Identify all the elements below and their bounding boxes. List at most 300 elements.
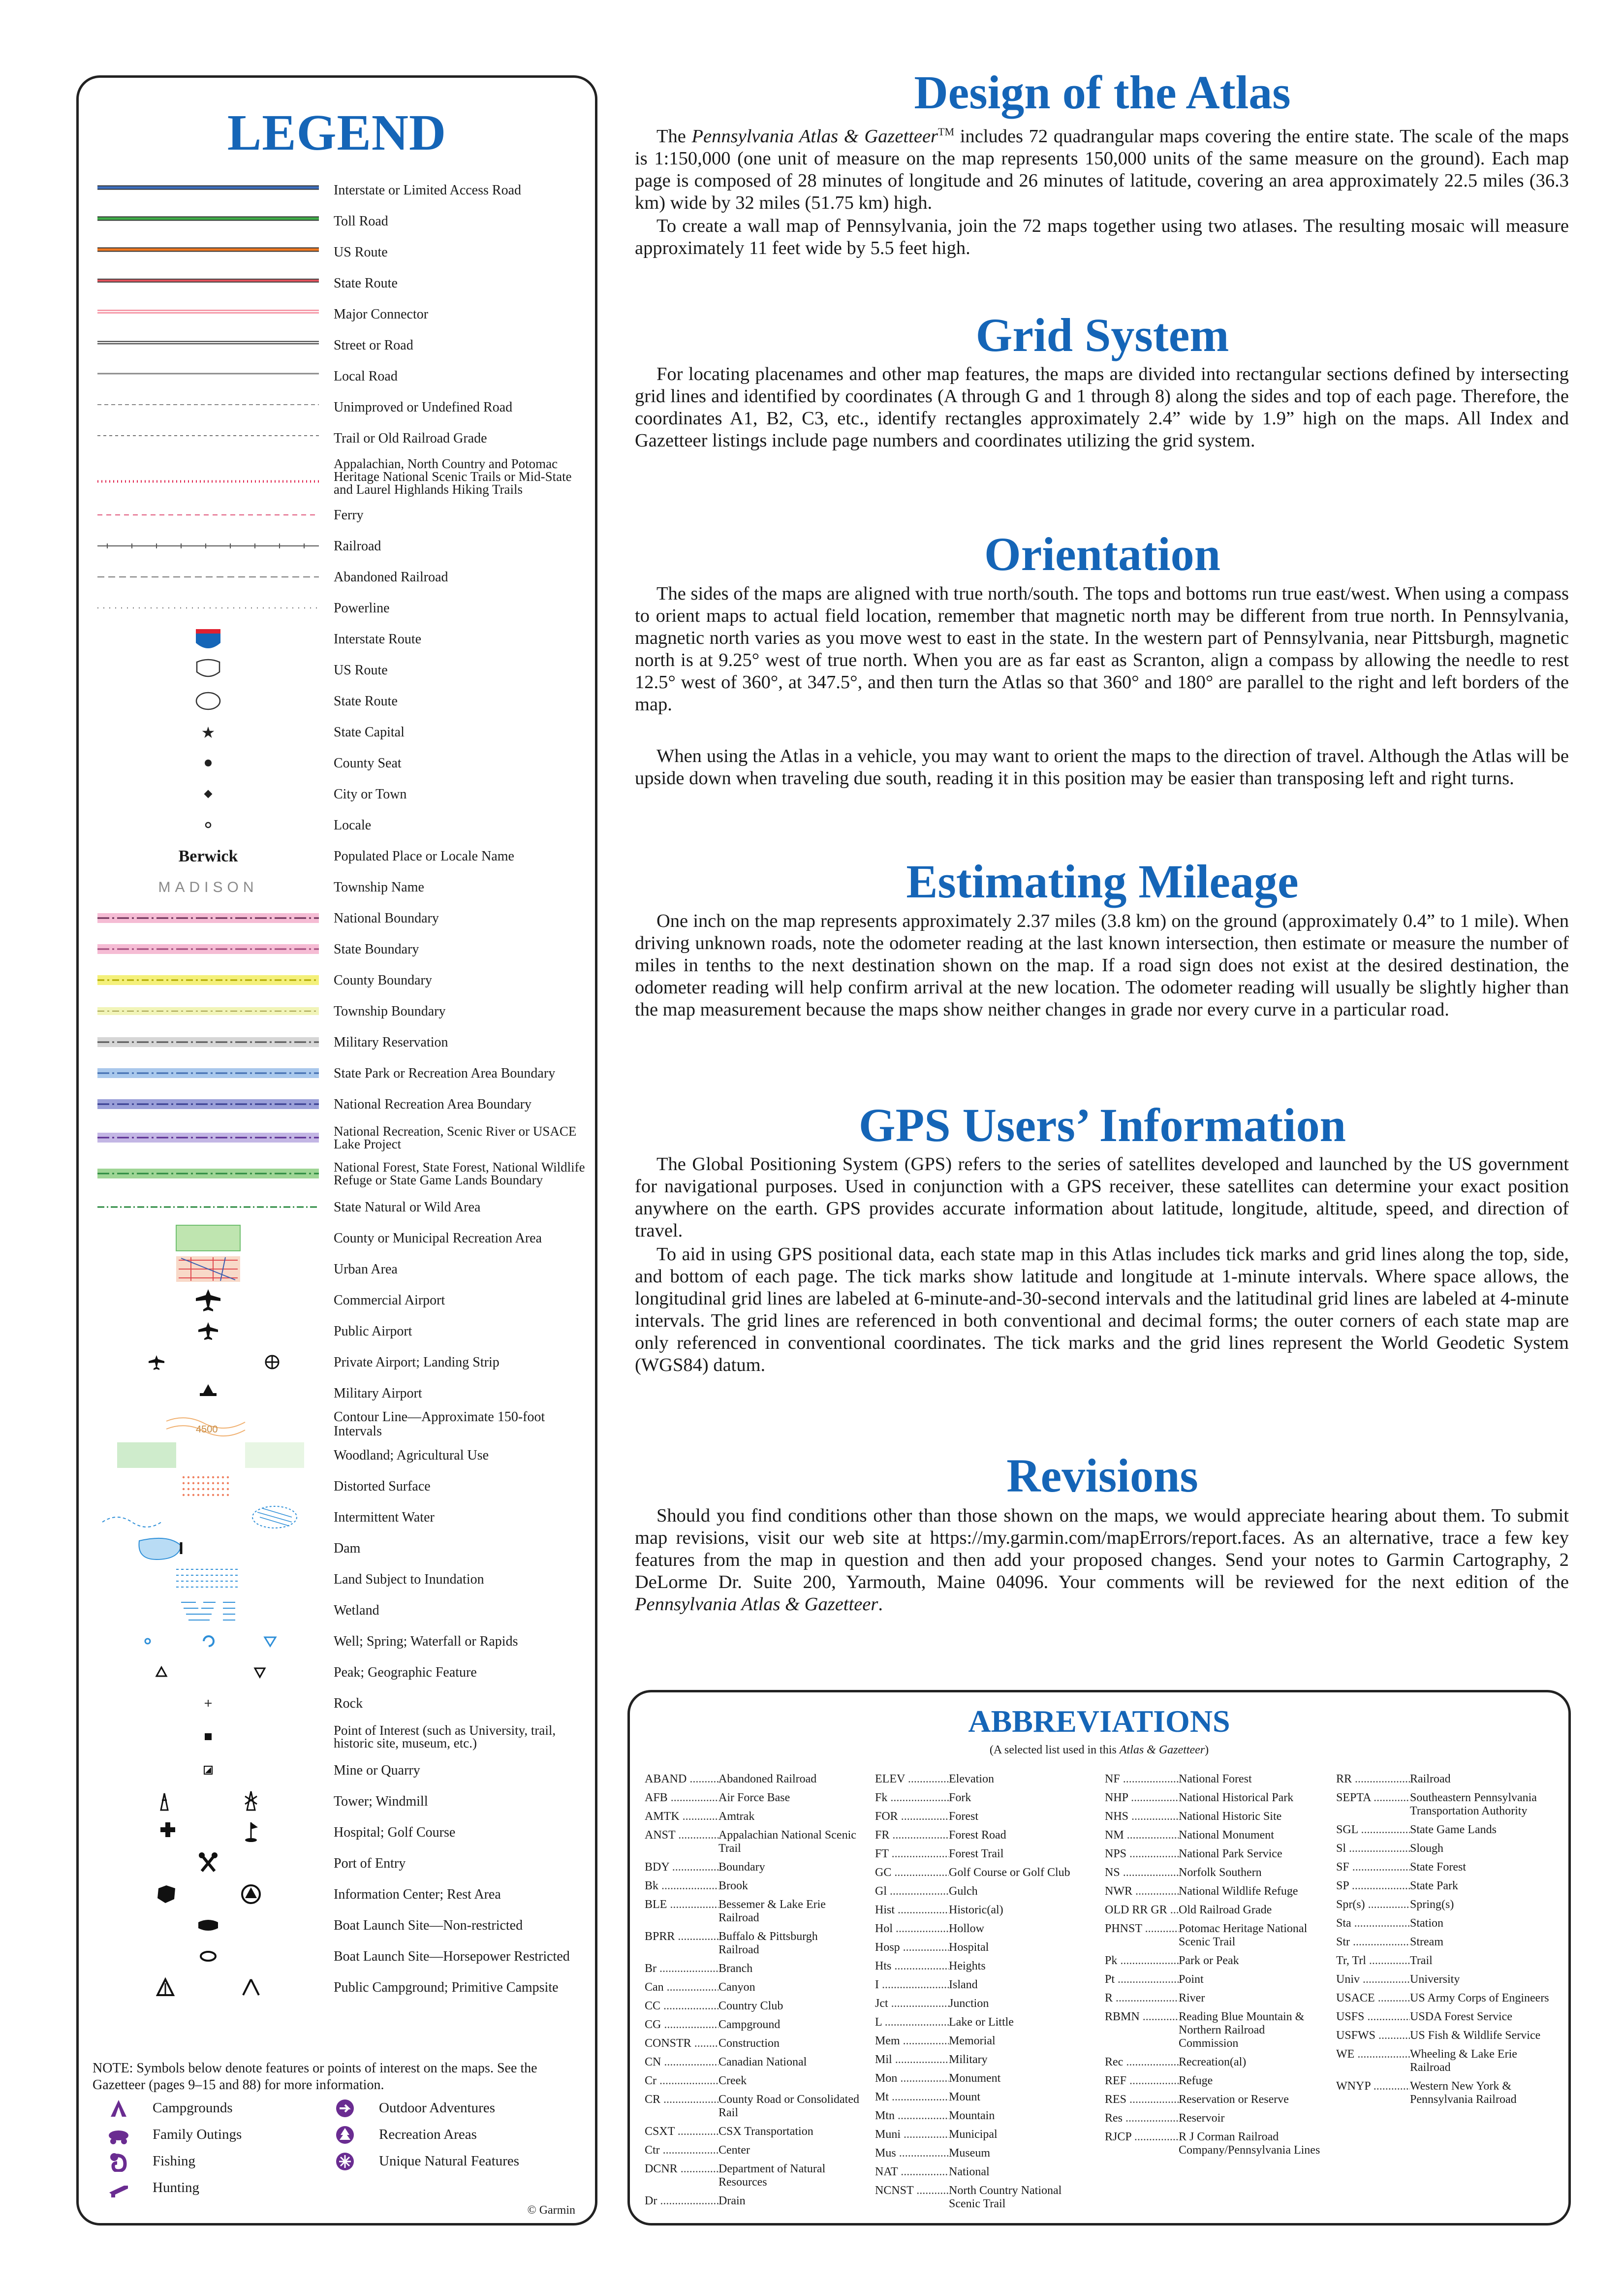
legend-symbol — [93, 934, 324, 964]
legend-item — [93, 1626, 585, 1656]
abbreviation-meaning: Heights — [949, 1960, 986, 1972]
section-paragraph: The Global Positioning System (GPS) refers to the series of satellites developed and launched by the US government for navigational purposes. Used in conjunction with a GPS receiver, these satellites can determine your exact position anywhere on the earth. GPS provides accurate information about latitude, longitude, altitude, speed, and direction of travel. — [635, 1154, 1569, 1241]
legend-label: Township Name — [334, 879, 424, 895]
abbreviation-meaning: CSX Transportation — [718, 2125, 813, 2138]
abbreviation-meaning: USDA Forest Service — [1410, 2010, 1512, 2023]
abbreviation-entry — [1105, 2056, 1321, 2069]
abbreviation-meaning: Old Railroad Grade — [1179, 1904, 1272, 1916]
legend-symbol — [93, 1879, 324, 1909]
abbreviation-entry — [1105, 2112, 1321, 2125]
poi-legend-label: Fishing — [153, 2153, 196, 2169]
abbreviation-key: ABAND ..... — [645, 1773, 718, 1786]
abbreviation-entry — [1336, 1879, 1553, 1893]
legend-item — [93, 1347, 585, 1377]
legend-item — [93, 1192, 585, 1222]
section-paragraph: For locating placenames and other map features, the maps are divided into rectangular sections defined by intersecting grid lines and identified by coordinates (A through G and 1 through 8) along the sides and top of each page. Therefore, the coordinates A1, B2, C3, etc., identify rectangles approximately 2.4” wide by 1.9” high on the maps. All Index and Gazetteer listings include page numbers and coordinates utilizing the grid system. — [635, 364, 1569, 451]
section-title-estimating-mileage: Estimating Mileage — [906, 855, 1299, 908]
legend-label: Major Connector — [334, 306, 429, 322]
abbreviation-key: SGL ..... — [1336, 1823, 1410, 1837]
abbreviation-entry — [1105, 1847, 1321, 1861]
legend-label: Rock — [334, 1695, 363, 1711]
legend-symbol — [93, 717, 324, 747]
legend-symbol — [93, 872, 324, 902]
legend-item — [93, 1719, 585, 1754]
legend-symbol — [93, 655, 324, 685]
abbreviation-meaning: Abandoned Railroad — [718, 1773, 817, 1785]
abbreviation-entry — [875, 2128, 1092, 2141]
abbreviation-meaning: National Wildlife Refuge — [1179, 1885, 1298, 1898]
section-title-revisions: Revisions — [1006, 1449, 1198, 1502]
abbreviation-meaning: Potomac Heritage National Scenic Trail — [1179, 1922, 1308, 1948]
legend-symbol — [93, 423, 324, 453]
abbreviation-entry — [875, 1997, 1092, 2010]
legend-symbol — [93, 1533, 324, 1563]
legend-item — [93, 1533, 585, 1563]
legend-label: US Route — [334, 662, 388, 678]
abbreviation-meaning: National Monument — [1179, 1829, 1274, 1842]
abbreviation-key: WNYP ..... — [1336, 2080, 1410, 2106]
abbreviation-entry — [875, 1922, 1092, 1936]
legend-item — [93, 1755, 585, 1785]
abbreviation-meaning: Elevation — [949, 1773, 994, 1785]
legend-label: Land Subject to Inundation — [334, 1571, 484, 1587]
abbreviation-meaning: Historic(al) — [949, 1904, 1003, 1916]
legend-item — [93, 330, 585, 360]
legend-panel — [76, 75, 597, 2225]
legend-label: Unimproved or Undefined Road — [334, 399, 513, 415]
legend-item — [93, 268, 585, 298]
legend-label: Dam — [334, 1540, 361, 1556]
abbreviation-key: Mil ..... — [875, 2053, 949, 2066]
legend-symbol — [93, 1941, 324, 1971]
abbreviation-meaning: Creek — [718, 2074, 747, 2087]
legend-title: LEGEND — [227, 104, 447, 161]
abbreviation-meaning: Buffalo & Pittsburgh Railroad — [718, 1930, 818, 1956]
abbreviation-key: Pk ..... — [1105, 1954, 1179, 1968]
abbreviation-meaning: Mountain — [949, 2109, 995, 2122]
legend-symbol — [93, 1502, 324, 1532]
legend-symbol — [93, 175, 324, 205]
abbreviation-key: NWR ..... — [1105, 1885, 1179, 1898]
legend-item — [93, 717, 585, 747]
legend-symbol — [93, 454, 324, 499]
abbreviation-entry — [875, 1847, 1092, 1861]
abbreviation-entry — [645, 2000, 861, 2013]
abbreviation-meaning: Boundary — [718, 1861, 765, 1874]
legend-label: County or Municipal Recreation Area — [334, 1230, 542, 1246]
legend-label: Port of Entry — [334, 1855, 406, 1871]
legend-item — [93, 1941, 585, 1971]
abbreviation-key: RJCP ..... — [1105, 2130, 1179, 2157]
legend-symbol — [93, 1626, 324, 1656]
sample-contour-label: 4500 — [196, 1424, 218, 1435]
abbreviation-key: Gl ..... — [875, 1885, 949, 1898]
legend-item — [93, 810, 585, 840]
abbreviation-key: Hol ..... — [875, 1922, 949, 1936]
abbreviation-meaning: Branch — [718, 1962, 753, 1975]
abbreviation-meaning: Mount — [949, 2091, 981, 2103]
abbreviation-entry — [1336, 1791, 1553, 1818]
abbreviation-key: RR ..... — [1336, 1773, 1410, 1786]
legend-symbol — [93, 841, 324, 871]
legend-item — [93, 299, 585, 329]
legend-label: Private Airport; Landing Strip — [334, 1354, 500, 1370]
abbreviations-column — [1105, 1773, 1321, 2162]
abbreviation-meaning: Forest Road — [949, 1829, 1006, 1842]
legend-label: Local Road — [334, 368, 398, 384]
abbreviation-key: WE ..... — [1336, 2048, 1410, 2074]
abbreviation-entry — [1336, 1842, 1553, 1855]
abbreviation-meaning: Recreation(al) — [1179, 2056, 1247, 2068]
section-paragraph: Should you find conditions other than those shown on the maps, we would appreciate hearing about them. To submit map revisions, visit our web site at https://my.garmin.com/mapErrors/report.faces. As an alternative, trace a few key features from the map in question and then add your proposed changes. Send your notes to Garmin Cartography, 2 DeLorme Dr. Suite 200, Yarmouth, Maine 04096. Your comments will be reviewed for the next edition of the Pennsylvania Atlas & Gazetteer. — [635, 1505, 1569, 1615]
abbreviation-entry — [1105, 1904, 1321, 1917]
unique-natural-features-icon — [335, 2151, 355, 2172]
abbreviation-key: Hts ..... — [875, 1960, 949, 1973]
abbreviation-meaning: Bessemer & Lake Erie Railroad — [718, 1898, 826, 1924]
abbreviation-key: OLD RR GR ..... — [1105, 1904, 1179, 1917]
abbreviation-entry — [645, 1930, 861, 1957]
abbreviation-entry — [875, 1773, 1092, 1786]
abbreviation-entry — [645, 1861, 861, 1874]
legend-symbol — [93, 810, 324, 840]
section-title-design-of-the-atlas: Design of the Atlas — [914, 66, 1291, 119]
legend-item — [93, 454, 585, 499]
legend-symbol — [93, 1786, 324, 1816]
legend-label: Distorted Surface — [334, 1478, 431, 1494]
legend-item — [93, 934, 585, 964]
legend-label: National Forest, State Forest, National Wildlife Refuge or State Game Lands Boundary — [334, 1160, 585, 1187]
abbreviation-key: Hosp ..... — [875, 1941, 949, 1954]
abbreviation-entry — [645, 1898, 861, 1925]
abbreviation-key: NS ..... — [1105, 1866, 1179, 1879]
abbreviations-column — [1336, 1773, 1553, 2112]
poi-legend-label: Campgrounds — [153, 2100, 233, 2116]
abbreviation-key: NHS ..... — [1105, 1810, 1179, 1823]
fishing-icon — [108, 2151, 129, 2172]
abbreviation-key: Muni ..... — [875, 2128, 949, 2141]
abbreviation-meaning: Brook — [718, 1879, 748, 1892]
legend-label: Toll Road — [334, 213, 388, 229]
campgrounds-icon — [108, 2098, 129, 2119]
legend-label: Powerline — [334, 600, 390, 616]
abbreviation-key: NPS ..... — [1105, 1847, 1179, 1861]
abbreviation-key: NCNST ..... — [875, 2184, 949, 2211]
abbreviation-meaning: National Forest — [1179, 1773, 1252, 1785]
abbreviation-entry — [1105, 1992, 1321, 2005]
legend-label: Tower; Windmill — [334, 1793, 428, 1809]
abbreviation-meaning: Country Club — [718, 2000, 783, 2012]
legend-symbol — [93, 903, 324, 933]
abbreviation-meaning: Construction — [718, 2037, 780, 2050]
section-paragraph: To aid in using GPS positional data, each state map in this Atlas includes tick marks and grid lines along the top, side, and bottom of each page. The tick marks show latitude and longitude at 1-minute intervals. Where space allows, the longitudinal grid lines are labeled at 6-minute-and-30-second intervals and the latitudinal grid lines are labeled at 4-minute intervals. The grid lines are referenced in both conventional and decimal forms; the outer corners of each state map are only referenced in conventional coordinates. The tick marks and the grid lines represent the World Geodetic System (WGS84) datum. — [635, 1244, 1569, 1375]
legend-label: Intermittent Water — [334, 1509, 435, 1525]
abbreviation-meaning: Stream — [1410, 1936, 1443, 1948]
abbreviation-key: FOR ..... — [875, 1810, 949, 1823]
abbreviation-meaning: Slough — [1410, 1842, 1444, 1855]
legend-item — [93, 1817, 585, 1847]
legend-symbol — [93, 779, 324, 809]
legend-note: NOTE: Symbols below denote features or points of interest on the maps. See the Gazetteer (pages 9–15 and 88) for more information. — [93, 2061, 537, 2093]
abbreviation-entry — [1105, 1954, 1321, 1968]
legend-label: US Route — [334, 244, 388, 260]
abbreviation-meaning: Norfolk Southern — [1179, 1866, 1262, 1879]
abbreviation-meaning: Military — [949, 2053, 988, 2066]
legend-label: National Recreation, Scenic River or USACE Lake Project — [334, 1124, 577, 1151]
legend-symbol — [93, 593, 324, 623]
abbreviation-key: BDY ..... — [645, 1861, 718, 1874]
legend-item — [93, 531, 585, 561]
legend-symbol — [93, 1223, 324, 1253]
legend-item — [93, 1285, 585, 1315]
abbreviation-entry — [645, 2018, 861, 2032]
abbreviation-entry — [1105, 1791, 1321, 1805]
abbreviation-key: Mus ..... — [875, 2147, 949, 2160]
abbreviation-meaning: Reading Blue Mountain & Northern Railroad Commission — [1179, 2010, 1305, 2050]
poi-legend-label: Unique Natural Features — [379, 2153, 520, 2169]
abbreviation-meaning: Drain — [718, 2194, 746, 2207]
abbreviation-entry — [875, 1960, 1092, 1973]
legend-item — [93, 1027, 585, 1057]
abbreviation-entry — [1336, 1861, 1553, 1874]
abbreviation-entry — [645, 1962, 861, 1975]
abbreviation-key: Can ..... — [645, 1981, 718, 1994]
legend-item — [93, 1910, 585, 1940]
abbreviation-key: USACE ..... — [1336, 1992, 1410, 2005]
legend-item — [93, 748, 585, 778]
abbreviation-key: CG ..... — [645, 2018, 718, 2032]
legend-symbol — [93, 686, 324, 716]
legend-label: Wetland — [334, 1602, 379, 1618]
legend-label: Interstate or Limited Access Road — [334, 182, 521, 198]
abbreviation-meaning: Trail — [1410, 1954, 1433, 1967]
abbreviation-meaning: National Historical Park — [1179, 1791, 1294, 1804]
legend-label: Commercial Airport — [334, 1292, 445, 1308]
abbreviation-meaning: R J Corman Railroad Company/Pennsylvania Lines — [1179, 2130, 1320, 2157]
abbreviation-entry — [1336, 1954, 1553, 1968]
abbreviation-entry — [645, 2074, 861, 2088]
poi-legend-label: Hunting — [153, 2180, 200, 2195]
legend-symbol — [93, 1409, 324, 1439]
abbreviation-key: SF ..... — [1336, 1861, 1410, 1874]
abbreviation-entry — [875, 1810, 1092, 1823]
legend-symbol — [93, 1192, 324, 1222]
abbreviation-meaning: Museum — [949, 2147, 990, 2160]
legend-item — [93, 779, 585, 809]
legend-symbol — [93, 1089, 324, 1119]
abbreviation-key: Mt ..... — [875, 2091, 949, 2104]
abbreviation-key: Pt ..... — [1105, 1973, 1179, 1986]
abbreviation-entry — [875, 1885, 1092, 1898]
abbreviation-entry — [875, 2053, 1092, 2066]
abbreviation-key: SP ..... — [1336, 1879, 1410, 1893]
legend-label: Interstate Route — [334, 631, 422, 647]
legend-symbol — [93, 1316, 324, 1346]
copyright: © Garmin — [527, 2204, 575, 2217]
legend-label: Ferry — [334, 507, 364, 523]
abbreviation-meaning: State Park — [1410, 1879, 1458, 1892]
legend-label: Peak; Geographic Feature — [334, 1664, 477, 1680]
abbreviations-panel — [627, 1690, 1571, 2225]
abbreviation-key: ELEV ..... — [875, 1773, 949, 1786]
abbreviation-key: Mon ..... — [875, 2072, 949, 2085]
abbreviation-entry — [1336, 2029, 1553, 2042]
legend-symbol — [93, 748, 324, 778]
legend-label: Boat Launch Site—Horsepower Restricted — [334, 1948, 570, 1964]
abbreviation-meaning: North Country National Scenic Trail — [949, 2184, 1062, 2210]
legend-item — [93, 500, 585, 530]
abbreviation-entry — [1336, 1992, 1553, 2005]
legend-item — [93, 1972, 585, 2002]
legend-label: Populated Place or Locale Name — [334, 848, 514, 864]
abbreviation-entry — [645, 1791, 861, 1805]
legend-label: State Route — [334, 275, 398, 291]
abbreviation-meaning: Municipal — [949, 2128, 998, 2141]
abbreviation-entry — [875, 2016, 1092, 2029]
section-paragraph: One inch on the map represents approximately 2.37 miles (3.8 km) on the ground (approximately 0.4” to 1 mile). When driving unknown roads, note the odometer reading at the last known intersection, then estimate or measure the number of miles in tenths to the next destination shown on the map. If a road sign does not exist at the desired destination, the odometer reading will help confirm arrival at the new location. The odometer reading will usually be slightly higher than the map measurement because the maps show neither changes in grade nor every curve in a particular road. — [635, 911, 1569, 1020]
abbreviation-meaning: State Game Lands — [1410, 1823, 1497, 1836]
abbreviation-meaning: Reservoir — [1179, 2112, 1225, 2125]
abbreviation-entry — [875, 2147, 1092, 2160]
abbreviation-meaning: National — [949, 2165, 990, 2178]
abbreviation-key: Cr ..... — [645, 2074, 718, 2088]
abbreviation-meaning: Memorial — [949, 2035, 996, 2047]
abbreviation-entry — [645, 2125, 861, 2138]
legend-symbol — [93, 1564, 324, 1594]
legend-symbol — [93, 1719, 324, 1754]
legend-item — [93, 1409, 585, 1439]
legend-label: Locale — [334, 817, 372, 833]
abbreviation-entry — [1336, 2010, 1553, 2024]
legend-item — [93, 996, 585, 1026]
abbreviation-entry — [645, 1879, 861, 1893]
abbreviation-key: Res ..... — [1105, 2112, 1179, 2125]
legend-item — [93, 1688, 585, 1718]
abbreviation-key: USFWS ..... — [1336, 2029, 1410, 2042]
legend-item — [93, 1502, 585, 1532]
abbreviation-key: Dr ..... — [645, 2194, 718, 2208]
legend-item — [93, 655, 585, 685]
abbreviation-meaning: Station — [1410, 1917, 1444, 1930]
abbreviation-meaning: Appalachian National Scenic Trail — [718, 1829, 856, 1855]
abbreviation-key: Sta ..... — [1336, 1917, 1410, 1930]
abbreviation-entry — [645, 2093, 861, 2120]
abbreviation-meaning: University — [1410, 1973, 1460, 1986]
abbreviation-entry — [1105, 2130, 1321, 2157]
legend-item — [93, 686, 585, 716]
abbreviation-entry — [875, 1978, 1092, 1992]
legend-item — [93, 361, 585, 391]
abbreviation-key: RES ..... — [1105, 2093, 1179, 2106]
legend-symbol — [93, 996, 324, 1026]
abbreviation-meaning: Hospital — [949, 1941, 989, 1954]
abbreviation-entry — [875, 1829, 1092, 1842]
abbreviation-entry — [875, 2109, 1092, 2123]
poi-legend-label: Family Outings — [153, 2127, 242, 2142]
legend-label: County Boundary — [334, 972, 432, 988]
abbreviation-entry — [1336, 2048, 1553, 2074]
abbreviation-key: CC ..... — [645, 2000, 718, 2013]
abbreviation-entry — [1336, 1973, 1553, 1986]
legend-item — [93, 1786, 585, 1816]
abbreviation-key: L ..... — [875, 2016, 949, 2029]
poi-legend-label: Recreation Areas — [379, 2127, 477, 2142]
legend-item — [93, 423, 585, 453]
legend-label: Contour Line—Approximate 150-foot Intervals — [334, 1409, 545, 1439]
abbreviation-entry — [645, 1773, 861, 1786]
legend-symbol — [93, 1657, 324, 1687]
abbreviation-entry — [1105, 1810, 1321, 1823]
legend-symbol — [93, 330, 324, 360]
abbreviation-meaning: County Road or Consolidated Rail — [718, 2093, 859, 2119]
abbreviation-entry — [875, 1904, 1092, 1917]
legend-symbol — [93, 268, 324, 298]
abbreviation-meaning: Point — [1179, 1973, 1204, 1986]
abbreviation-key: Rec ..... — [1105, 2056, 1179, 2069]
legend-symbol — [93, 392, 324, 422]
abbreviation-meaning: US Fish & Wildlife Service — [1410, 2029, 1541, 2042]
abbreviation-meaning: Canyon — [718, 1981, 755, 1994]
legend-label: Well; Spring; Waterfall or Rapids — [334, 1633, 518, 1649]
legend-item — [93, 1848, 585, 1878]
legend-item — [93, 562, 585, 592]
legend-label: Information Center; Rest Area — [334, 1886, 501, 1902]
section-title-orientation: Orientation — [984, 528, 1220, 580]
abbreviation-entry — [645, 1829, 861, 1855]
legend-symbol — [93, 562, 324, 592]
legend-symbol — [93, 1156, 324, 1191]
abbreviation-key: Tr, Trl ..... — [1336, 1954, 1410, 1968]
abbreviation-entry — [875, 2184, 1092, 2211]
legend-item — [93, 175, 585, 205]
legend-item — [93, 1058, 585, 1088]
legend-item — [93, 872, 585, 902]
abbreviation-meaning: Campground — [718, 2018, 781, 2031]
abbreviation-entry — [875, 1941, 1092, 1954]
abbreviation-meaning: Forest — [949, 1810, 978, 1823]
abbreviation-key: Str ..... — [1336, 1936, 1410, 1949]
legend-label: Military Reservation — [334, 1034, 448, 1050]
legend-label: Point of Interest (such as University, trail, historic site, museum, etc.) — [334, 1723, 556, 1750]
legend-label: National Recreation Area Boundary — [334, 1096, 531, 1112]
legend-symbol — [93, 1120, 324, 1155]
legend-item — [93, 1089, 585, 1119]
legend-item — [93, 1879, 585, 1909]
legend-label: State Park or Recreation Area Boundary — [334, 1065, 556, 1081]
abbreviation-key: FR ..... — [875, 1829, 949, 1842]
abbreviation-entry — [645, 2037, 861, 2050]
abbreviation-entry — [1336, 1823, 1553, 1837]
abbreviation-key: BLE ..... — [645, 1898, 718, 1925]
legend-item — [93, 1156, 585, 1191]
abbreviation-entry — [1105, 1866, 1321, 1879]
section-paragraph: When using the Atlas in a vehicle, you may want to orient the maps to the direction of travel. Although the Atlas will be upside down when traveling due south, reading it in this position may be easier than transposing left and right turns. — [635, 746, 1569, 789]
abbreviation-key: CN ..... — [645, 2056, 718, 2069]
legend-item — [93, 392, 585, 422]
legend-item — [93, 206, 585, 236]
abbreviation-key: REF ..... — [1105, 2074, 1179, 2088]
legend-symbol — [93, 1910, 324, 1940]
legend-item — [93, 1657, 585, 1687]
abbreviation-entry — [1105, 1922, 1321, 1949]
abbreviation-key: Mem ..... — [875, 2035, 949, 2048]
abbreviation-entry — [875, 2165, 1092, 2179]
abbreviation-key: Spr(s) ..... — [1336, 1898, 1410, 1911]
legend-label: Hospital; Golf Course — [334, 1824, 456, 1840]
legend-label: Boat Launch Site—Non-restricted — [334, 1917, 523, 1933]
abbreviation-entry — [1105, 1829, 1321, 1842]
abbreviation-key: NM ..... — [1105, 1829, 1179, 1842]
legend-label: State Natural or Wild Area — [334, 1199, 481, 1215]
